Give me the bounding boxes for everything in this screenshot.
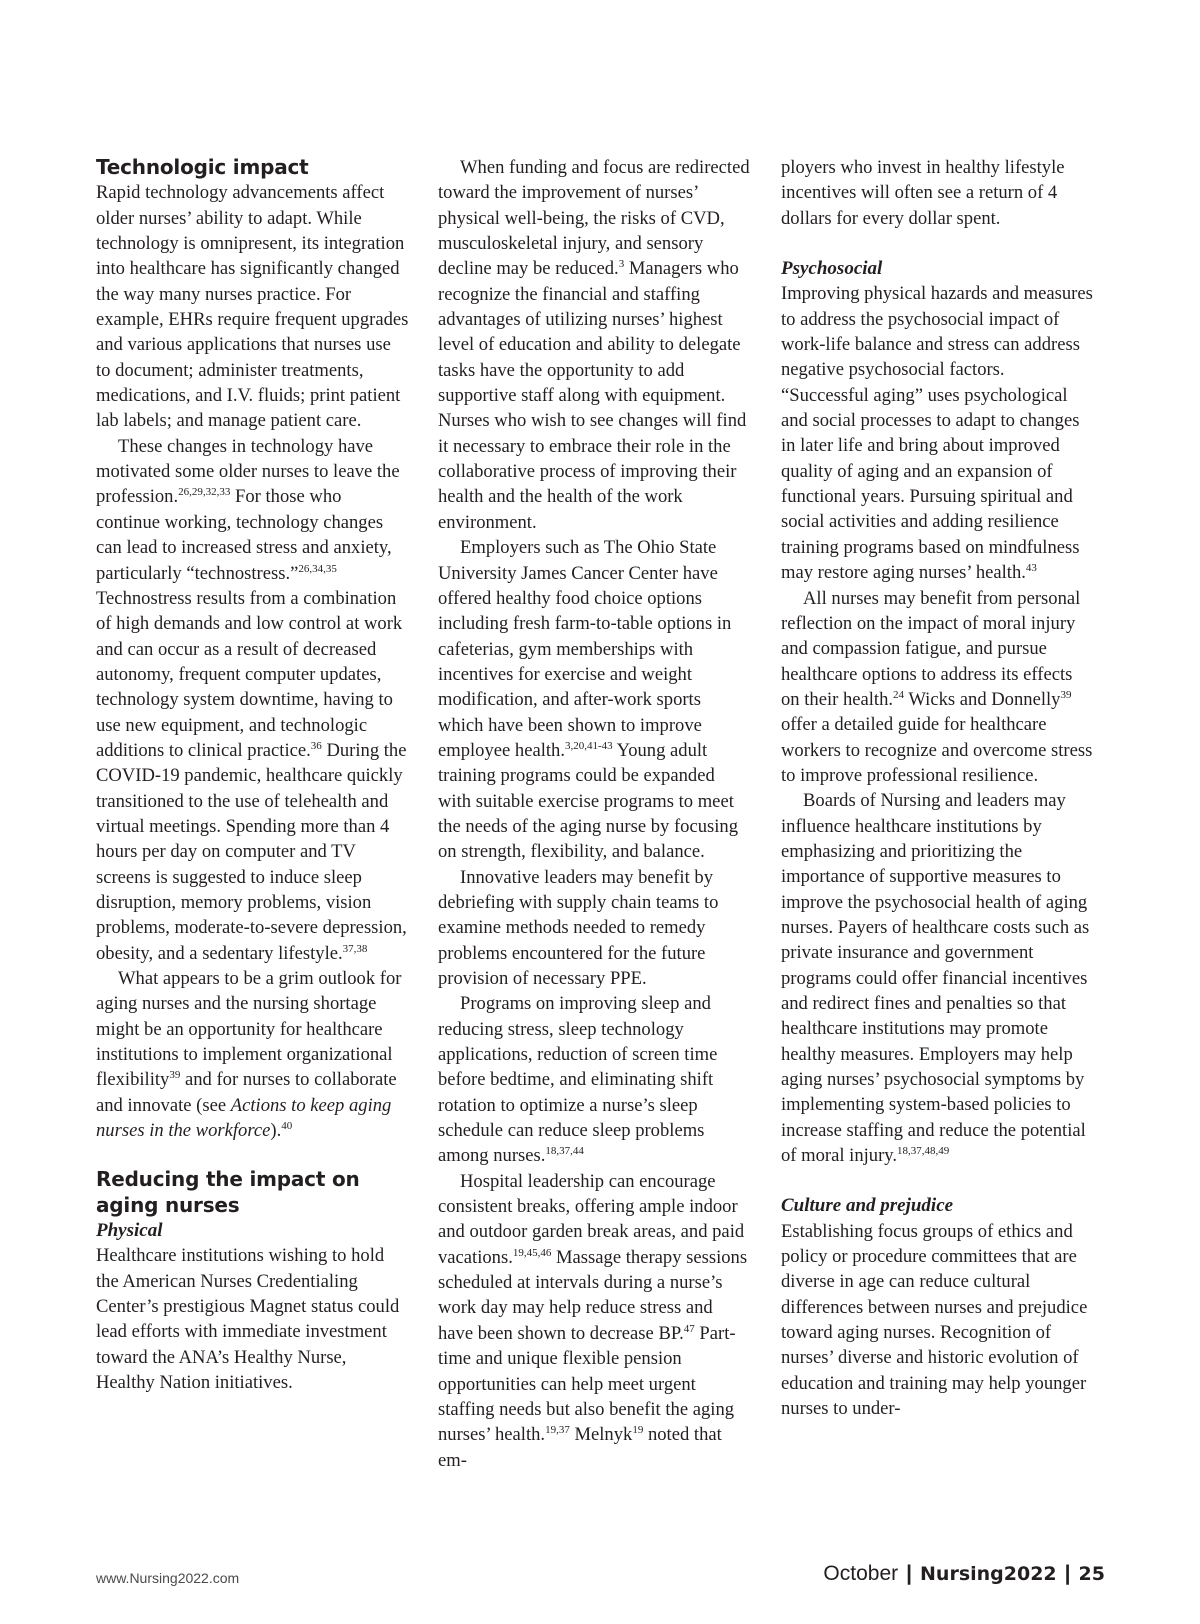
footer-folio (823, 1562, 1105, 1586)
citation: 40 (281, 1120, 293, 1133)
page-number: 25 (1078, 1563, 1105, 1585)
paragraph: Programs on improving sleep and reducing stress, sleep technology applications, reduction of screen time before bedtime, and eliminating shift rotation to optimize a nurse’s sleep schedule can reduce sleep problems among nurses.$^{18,37,44}$ (438, 993, 718, 1167)
paragraph: Establishing focus groups of ethics and policy or procedure committees that are diverse in age can reduce cultural differences between nurses and prejudice toward aging nurses. Recognition of nurses’ diverse and historic evolution of education and training may help younger nurses to under- (781, 1220, 1088, 1420)
citation: 43 (1025, 562, 1037, 575)
footer-url: www.Nursing2022.com (96, 1570, 240, 1586)
paragraph: These changes in technology have motivated some older nurses to leave the profession.$^{26,29,32,33}$ For those who continue working, technology changes can lead to increased stress and anxiety, particularly “technostress.”$^{26,34,35}$ Technostress results from a combination of high demands and low control at work and can occur as a result of decreased autonomy, frequent computer updates, technology system downtime, having to use new equipment, and technologic additions to clinical practice.$^{36}$ During the COVID-19 pandemic, healthcare quickly transitioned to the use of telehealth and virtual meetings. Spending more than 4 hours per day on computer and TV screens is suggested to induce sleep disruption, memory problems, vision problems, moderate-to-severe depression, obesity, and a sedentary lifestyle.$^{37,38}$ (96, 435, 407, 964)
subheading-culture-prejudice: Culture and prejudice (781, 1195, 954, 1217)
footer-separator: | (1064, 1562, 1071, 1585)
citation: 18,37,44 (545, 1145, 584, 1158)
paragraph: Healthcare institutions wishing to hold the American Nurses Credentialing Center’s prestigious Magnet status could lead efforts with immediate investment toward the ANA’s Healthy Nurse, Healthy Nation initiatives. (96, 1245, 400, 1394)
subheading-psychosocial: Psychosocial (781, 258, 883, 280)
column-3 (781, 155, 1094, 1422)
paragraph: Rapid technology advancements affect older nurses’ ability to adapt. While technology is omnipresent, its integration into healthcare has significantly changed the way many nurses practice. For example, EHRs require frequent upgrades and various applications that nurses use to document; administer treatments, medications, and I.V. fluids; print patient lab labels; and manage patient care. (96, 182, 409, 432)
paragraph: What appears to be a grim outlook for aging nurses and the nursing shortage might be an opportunity for healthcare institutions to implement organizational flexibility$^{39}$ and for nurses to collaborate and innovate (see Actions to keep aging nurses in the workforce).$^{40}$ (96, 968, 402, 1142)
paragraph: Hospital leadership can encourage consistent breaks, offering ample indoor and outdoor garden break areas, and paid vacations.$^{19,45,46}$ Massage therapy sessions scheduled at intervals during a nurse’s work day may help reduce stress and have been shown to decrease BP.$^{47}$ Part-time and unique flexible pension opportunities can help meet urgent staffing needs but also benefit the aging nurses’ health.$^{19,37}$ Melnyk$^{19}$ noted that em- (438, 1170, 748, 1471)
paragraph: All nurses may benefit from personal reflection on the impact of moral injury and compassion fatigue, and pursue healthcare options to address its effects on their health.$^{24}$ Wicks and Donnelly$^{39}$ offer a detailed guide for healthcare workers to recognize and overcome stress to improve professional resilience. (781, 587, 1093, 786)
citation: 37,38 (342, 942, 368, 955)
paragraph: When funding and focus are redirected toward the improvement of nurses’ physical well-being, the risks of CVD, musculoskeletal injury, and sensory decline may be reduced.$^3$ Managers who recognize the financial and staffing advantages of utilizing nurses’ highest level of education and ability to delegate tasks have the opportunity to add supportive staff along with equipment. Nurses who wish to see changes will find it necessary to embrace their role in the collaborative process of improving their health and the health of the work environment. (438, 157, 750, 533)
section-heading-reducing-impact: Reducing the impact on aging nurses (96, 1167, 360, 1217)
citation: 39 (1060, 688, 1072, 701)
paragraph: Improving physical hazards and measures to address the psychosocial impact of work-life balance and stress can address negative psychosocial factors. “Successful aging” uses psychological and social processes to adapt to changes in later life and bring about improved quality of aging and an expansion of functional years. Pursuing spiritual and social activities and adding resilience training programs based on mindfulness may restore aging nurses’ health.$^{43}$ (781, 283, 1093, 584)
citation: 24 (893, 688, 905, 701)
citation: 18,37,48,49 (897, 1145, 950, 1158)
citation: 19,37 (545, 1424, 570, 1437)
citation: 26,29,32,33 (178, 486, 231, 499)
section-heading-technologic-impact: Technologic impact (96, 155, 309, 179)
column-2 (438, 155, 751, 1473)
paragraph: Employers such as The Ohio State University James Cancer Center have offered healthy food choice options including fresh farm-to-table options in cafeterias, gym memberships with incentives for exercise and weight modification, and after-work sports which have been shown to improve employee health.$^{3,20,41-43}$ Young adult training programs could be expanded with suitable exercise programs to meet the needs of the aging nurse by focusing on strength, flexibility, and balance. (438, 537, 739, 863)
citation: 19 (632, 1424, 644, 1437)
column-1 (96, 155, 409, 1396)
citation: 19,45,46 (512, 1246, 552, 1259)
paragraph: ployers who invest in healthy lifestyle incentives will often see a return of 4 dollars for every dollar spent. (781, 157, 1065, 229)
citation: 39 (169, 1069, 181, 1082)
footer-separator: | (906, 1562, 913, 1585)
citation: 36 (310, 739, 322, 752)
subheading-physical: Physical (96, 1220, 163, 1242)
footer-magazine-title: Nursing2022 (920, 1563, 1057, 1585)
citation: 3 (618, 258, 625, 271)
paragraph: Boards of Nursing and leaders may influence healthcare institutions by emphasizing and prioritizing the importance of supportive measures to improve the psychosocial health of aging nurses. Payers of healthcare costs such as private insurance and government programs could offer financial incentives and redirect fines and penalties so that healthcare institutions may promote healthy measures. Employers may help aging nurses’ psychosocial symptoms by implementing system-based policies to increase staffing and reduce the potential of moral injury.$^{18,37,48,49}$ (781, 790, 1090, 1167)
citation: 47 (683, 1322, 695, 1335)
citation: 3,20,41-43 (565, 739, 613, 752)
sidebar-reference: Actions to keep aging nurses in the workforce (96, 1094, 392, 1142)
paragraph: Innovative leaders may benefit by debriefing with supply chain teams to examine methods needed to remedy problems encountered for the future provision of necessary PPE. (438, 866, 719, 989)
footer-month: October (823, 1562, 899, 1585)
citation: 26,34,35 (298, 562, 337, 575)
